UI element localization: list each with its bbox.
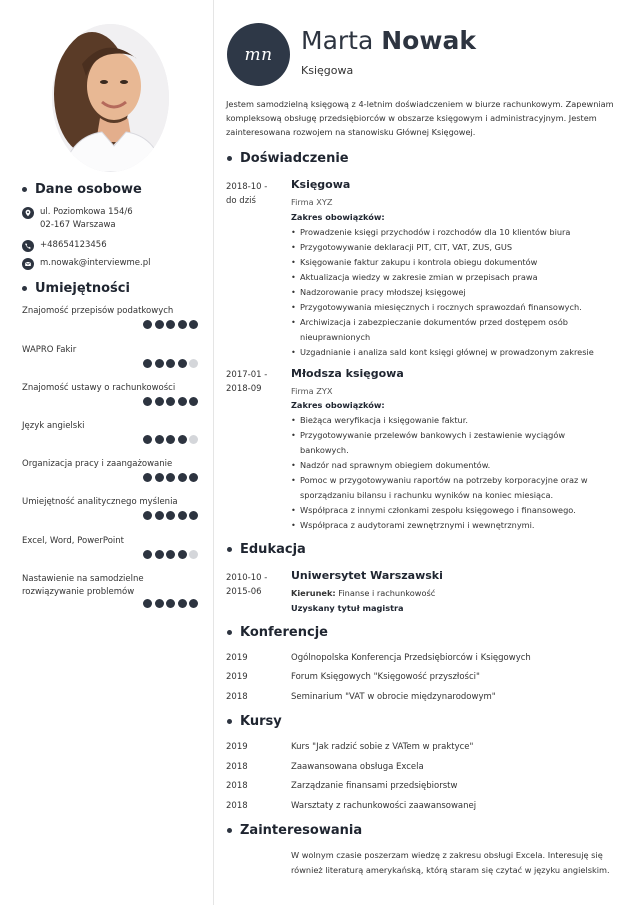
field-label: Kierunek:	[291, 588, 336, 598]
skill-dot-filled	[155, 599, 164, 608]
duties-list	[291, 413, 611, 533]
skill-dot-filled	[143, 359, 152, 368]
skills-heading	[22, 281, 130, 296]
job-date	[226, 368, 267, 396]
skill-dot-filled	[166, 320, 175, 329]
education-date-start: 2010-10 -	[226, 573, 268, 583]
duties-label: Zakres obowiązków:	[291, 212, 385, 222]
skill-dot-empty	[189, 359, 198, 368]
duty-item: • Bieżąca weryfikacja i księgowanie faktur.	[291, 413, 611, 428]
school-name: Uniwersytet Warszawski	[291, 569, 443, 582]
skill-level-rating	[143, 359, 198, 368]
courses-heading-text: Kursy	[240, 714, 282, 729]
course-name: Zarządzanie finansami przedsiębiorstw	[291, 781, 458, 791]
duty-item: • Nadzorowanie pracy młodszej księgowej	[291, 285, 611, 300]
skill-level-rating	[143, 320, 198, 329]
course-name: Warsztaty z rachunkowości zaawansowanej	[291, 801, 477, 811]
skill-name: Znajomość przepisów podatkowych	[22, 306, 174, 316]
duty-item: • Księgowanie faktur zakupu i kontrola obiegu dokumentów	[291, 255, 611, 270]
skill-dot-filled	[155, 511, 164, 520]
duty-item: • Przygotowywania miesięcznych i rocznych sprawozdań finansowych.	[291, 300, 611, 315]
last-name: Nowak	[381, 26, 476, 55]
personal-data-heading-text: Dane osobowe	[35, 182, 142, 197]
heading-bullet	[227, 630, 232, 635]
duty-item: • Współpraca z audytorami zewnętrznymi i wewnętrznymi.	[291, 518, 611, 533]
skill-name: Nastawienie na samodzielne rozwiązywanie problemów	[22, 574, 144, 597]
phone-number: +48654123456	[40, 240, 107, 250]
skill-dot-empty	[189, 435, 198, 444]
skill-dot-filled	[166, 359, 175, 368]
duty-item: • Nadzór nad sprawnym obiegiem dokumentów.	[291, 458, 611, 473]
skill-level-rating	[143, 599, 198, 608]
course-year: 2019	[226, 742, 248, 752]
first-name: Marta	[301, 26, 374, 55]
conference-year: 2019	[226, 672, 248, 682]
address-line-1: ul. Poziomkowa 154/6	[40, 207, 133, 217]
duty-item: • Pomoc w przygotowywaniu raportów na potrzeby korporacyjne oraz w sporządzaniu bilansu i rachunku wyników na koniec miesiąca.	[291, 473, 611, 503]
skill-item	[22, 344, 204, 357]
conference-name: Seminarium "VAT w obrocie międzynarodowym"	[291, 692, 496, 702]
skill-dot-filled	[155, 550, 164, 559]
skill-item	[22, 458, 204, 471]
skill-dot-filled	[189, 473, 198, 482]
skill-dot-filled	[189, 397, 198, 406]
heading-bullet	[227, 719, 232, 724]
skill-dot-filled	[143, 473, 152, 482]
full-name	[301, 26, 476, 55]
skill-name: Język angielski	[22, 421, 85, 431]
monogram-badge	[227, 23, 290, 86]
skill-level-rating	[143, 473, 198, 482]
heading-bullet	[227, 828, 232, 833]
skill-name: WAPRO Fakir	[22, 345, 77, 355]
skill-name: Znajomość ustawy o rachunkowości	[22, 383, 176, 393]
address-line-2: 02-167 Warszawa	[40, 220, 116, 230]
heading-bullet	[227, 547, 232, 552]
skill-dot-filled	[166, 511, 175, 520]
skill-item	[22, 496, 204, 509]
skill-dot-filled	[143, 397, 152, 406]
field-of-study	[291, 588, 435, 598]
skill-name: Umiejętność analitycznego myślenia	[22, 497, 178, 507]
column-divider	[213, 0, 214, 905]
profile-photo	[52, 24, 169, 172]
duties-list	[291, 225, 611, 360]
skill-dot-filled	[189, 511, 198, 520]
conference-year: 2019	[226, 653, 248, 663]
job-date-end: do dziś	[226, 196, 256, 206]
education-date-end: 2015-06	[226, 587, 262, 597]
skill-dot-filled	[143, 550, 152, 559]
job-title-entry: Młodsza księgowa	[291, 367, 404, 380]
duty-item: • Przygotowywanie deklaracji PIT, CIT, VAT, ZUS, GUS	[291, 240, 611, 255]
education-date	[226, 571, 267, 599]
skill-dot-filled	[143, 435, 152, 444]
heading-bullet	[22, 187, 27, 192]
skill-dot-filled	[178, 473, 187, 482]
job-date	[226, 180, 267, 208]
skill-dot-filled	[143, 320, 152, 329]
conference-year: 2018	[226, 692, 248, 702]
courses-heading	[227, 714, 282, 729]
interests-heading-text: Zainteresowania	[240, 823, 363, 838]
duty-item: • Współpraca z innymi członkami zespołu księgowego i finansowego.	[291, 503, 611, 518]
duty-item: • Aktualizacja wiedzy w zakresie zmian w przepisach prawa	[291, 270, 611, 285]
conference-name: Forum Księgowych "Księgowość przyszłości"	[291, 672, 480, 682]
personal-data-heading	[22, 182, 142, 197]
contact-email	[22, 257, 151, 270]
skill-level-rating	[143, 511, 198, 520]
skill-dot-filled	[178, 511, 187, 520]
skill-dot-filled	[143, 599, 152, 608]
duties-label: Zakres obowiązków:	[291, 400, 385, 410]
phone-icon	[22, 240, 34, 252]
monogram-text: mn	[244, 44, 273, 65]
course-year: 2018	[226, 801, 248, 811]
job-date-start: 2017-01 -	[226, 370, 268, 380]
heading-bullet	[227, 156, 232, 161]
job-date-end: 2018-09	[226, 384, 262, 394]
interests-text: W wolnym czasie poszerzam wiedzę z zakresu obsługi Excela. Interesuję się również literaturą amerykańską, którą staram się czytać w języku angielskim.	[291, 850, 610, 875]
skill-dot-filled	[155, 320, 164, 329]
skill-name: Excel, Word, PowerPoint	[22, 536, 124, 546]
skill-item	[22, 420, 204, 433]
location-pin-icon	[22, 207, 34, 219]
job-company: Firma XYZ	[291, 197, 333, 207]
education-heading-text: Edukacja	[240, 542, 306, 557]
skill-item	[22, 535, 204, 548]
field-value: Finanse i rachunkowość	[338, 588, 436, 598]
course-year: 2018	[226, 781, 248, 791]
course-year: 2018	[226, 762, 248, 772]
skill-dot-filled	[166, 550, 175, 559]
profile-photo-illustration	[52, 24, 169, 172]
duty-item: • Prowadzenie księgi przychodów i rozchodów dla 10 klientów biura	[291, 225, 611, 240]
skill-item	[22, 573, 204, 599]
skill-dot-empty	[189, 550, 198, 559]
skill-dot-filled	[155, 435, 164, 444]
skill-dot-filled	[155, 397, 164, 406]
job-date-start: 2018-10 -	[226, 182, 268, 192]
heading-bullet	[22, 286, 27, 291]
job-title-entry: Księgowa	[291, 178, 351, 191]
skill-item	[22, 305, 204, 318]
email-address: m.nowak@interviewme.pl	[40, 258, 151, 268]
education-heading	[227, 542, 306, 557]
sidebar	[0, 0, 213, 905]
contact-phone	[22, 239, 107, 252]
skill-dot-filled	[166, 599, 175, 608]
experience-heading-text: Doświadczenie	[240, 151, 349, 166]
skill-dot-filled	[143, 511, 152, 520]
skill-dot-filled	[189, 599, 198, 608]
skill-dot-filled	[178, 359, 187, 368]
duty-item: • Przygotowywanie przelewów bankowych i zestawienie wyciągów bankowych.	[291, 428, 611, 458]
duty-item: • Uzgadnianie i analiza sald kont księgi głównej w prowadzonym zakresie	[291, 345, 611, 360]
conferences-heading	[227, 625, 328, 640]
skill-dot-filled	[178, 599, 187, 608]
skill-dot-filled	[155, 473, 164, 482]
job-company: Firma ZYX	[291, 386, 333, 396]
interests-heading	[227, 823, 362, 838]
mail-icon	[22, 258, 34, 270]
skills-heading-text: Umiejętności	[35, 281, 130, 296]
skill-level-rating	[143, 550, 198, 559]
duty-item: • Archiwizacja i zabezpieczanie dokumentów przed dostępem osób nieuprawnionych	[291, 315, 611, 345]
skill-dot-filled	[178, 397, 187, 406]
course-name: Kurs "Jak radzić sobie z VATem w praktyce"	[291, 742, 474, 752]
contact-address	[22, 206, 133, 232]
skill-level-rating	[143, 397, 198, 406]
job-title: Księgowa	[301, 64, 354, 77]
skill-name: Organizacja pracy i zaangażowanie	[22, 459, 173, 469]
skill-dot-filled	[178, 435, 187, 444]
skill-dot-filled	[189, 320, 198, 329]
skill-dot-filled	[166, 473, 175, 482]
skill-dot-filled	[166, 435, 175, 444]
skill-dot-filled	[155, 359, 164, 368]
skill-dot-filled	[178, 320, 187, 329]
conferences-heading-text: Konferencje	[240, 625, 328, 640]
degree: Uzyskany tytuł magistra	[291, 603, 404, 613]
course-name: Zaawansowana obsługa Excela	[291, 762, 424, 772]
skill-item	[22, 382, 204, 395]
conference-name: Ogólnopolska Konferencja Przedsiębiorców i Księgowych	[291, 653, 531, 663]
skill-dot-filled	[178, 550, 187, 559]
profile-summary: Jestem samodzielną księgową z 4-letnim doświadczeniem w biurze rachunkowym. Zapewniam kompleksową obsługę przedsiębiorców w obszarze księgowym i administracyjnym. Jestem zainteresowana rozwojem na stanowisku Głównej Księgowej.	[226, 99, 614, 137]
experience-heading	[227, 151, 349, 166]
skill-dot-filled	[166, 397, 175, 406]
skill-level-rating	[143, 435, 198, 444]
